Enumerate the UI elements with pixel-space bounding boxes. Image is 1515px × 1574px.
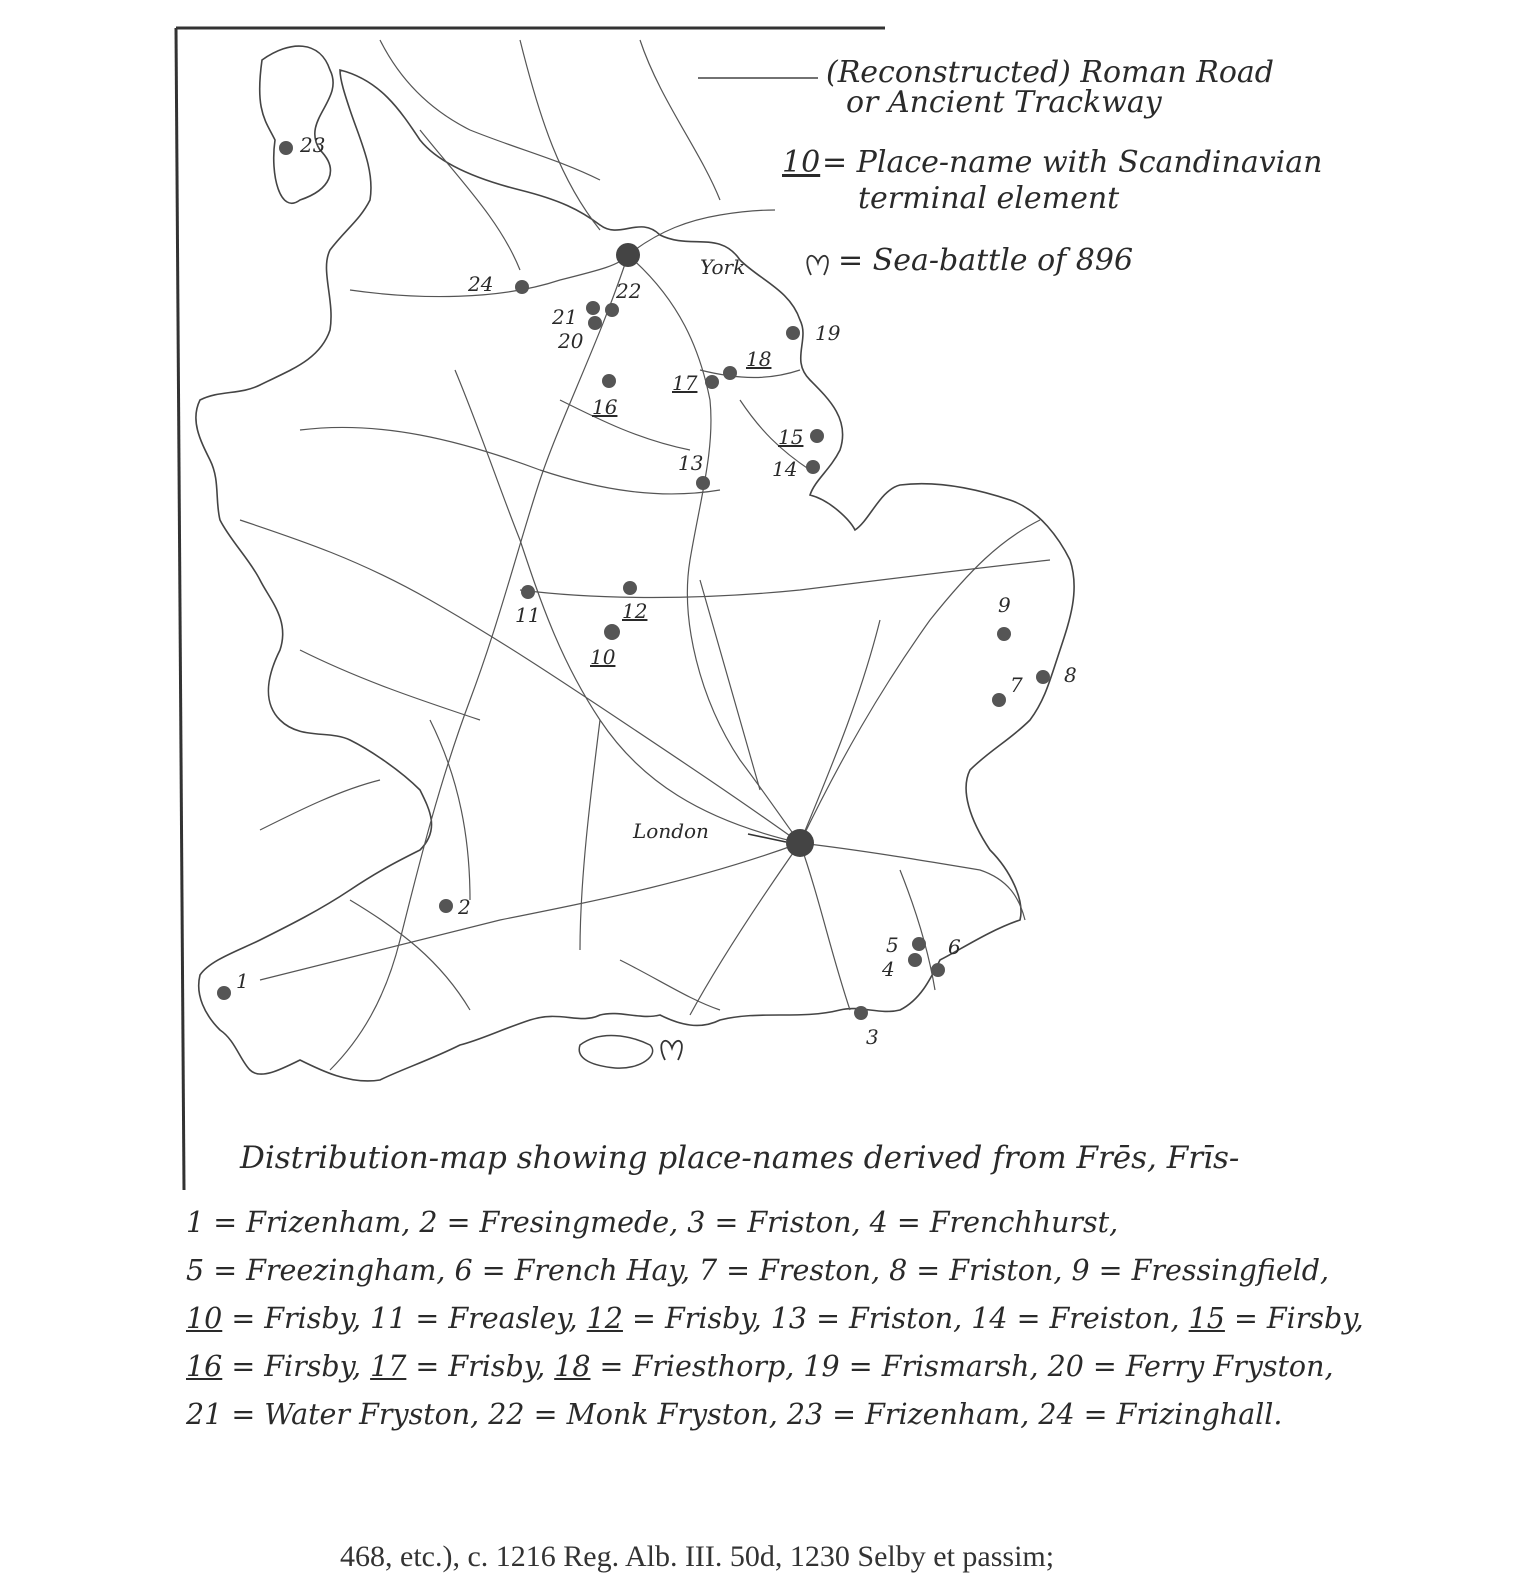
site-label-7: 7 (1010, 673, 1023, 697)
site-label-8: 8 (1064, 663, 1077, 687)
key-place-name: Freston (759, 1254, 871, 1287)
key-place-name: Friston (747, 1206, 852, 1239)
key-separator: , (680, 1254, 699, 1287)
key-place-name: Fresingmede (479, 1206, 670, 1239)
key-number: 23 (786, 1398, 824, 1431)
site-marker-5 (912, 937, 926, 951)
key-number: 12 (586, 1302, 623, 1335)
site-label-24: 24 (468, 272, 494, 296)
key-number: 10 (186, 1302, 223, 1335)
key-place-name: Freezingham (246, 1254, 437, 1287)
key-place-name: Frisby (664, 1302, 753, 1335)
key-line: 10 = Frisby, 11 = Freasley, 12 = Frisby, 13 = Friston, 14 = Freiston, 15 = Firsby, (186, 1302, 1364, 1335)
key-line: 16 = Firsby, 17 = Frisby, 18 = Friesthorp, 19 = Frismarsh, 20 = Ferry Fryston, (186, 1350, 1334, 1383)
key-separator: , (1354, 1302, 1364, 1335)
map-caption-title: Distribution-map showing place-names derived from Frēs, Frīs- (240, 1140, 1240, 1176)
site-label-14: 14 (772, 457, 798, 481)
key-separator: , (752, 1302, 771, 1335)
key-place-name: Fressingfield (1131, 1254, 1321, 1287)
site-marker-11 (521, 585, 535, 599)
site-label-19: 19 (815, 321, 841, 345)
site-label-22: 22 (616, 279, 642, 303)
key-number: 1 (186, 1206, 205, 1239)
legend-scand-number: 10 (782, 145, 821, 180)
key-place-name: Frenchhurst (929, 1206, 1110, 1239)
site-label-15: 15 (778, 425, 804, 449)
site-marker-1 (217, 986, 231, 1000)
key-separator: , (1053, 1254, 1072, 1287)
york-marker (616, 243, 640, 267)
site-marker-14 (806, 460, 820, 474)
key-separator: , (768, 1398, 787, 1431)
key-place-name: Frizenham (246, 1206, 402, 1239)
site-marker-22 (605, 303, 619, 317)
site-marker-6 (931, 963, 945, 977)
key-separator: , (1320, 1254, 1330, 1287)
key-number: 3 (687, 1206, 706, 1239)
site-label-11: 11 (515, 603, 541, 627)
site-label-17: 17 (672, 371, 698, 395)
key-place-name: Frizenham (865, 1398, 1021, 1431)
key-place-name: Ferry Fryston (1125, 1350, 1325, 1383)
site-label-13: 13 (678, 451, 704, 475)
key-number: 4 (869, 1206, 888, 1239)
site-marker-8 (1036, 670, 1050, 684)
legend-road-label-2: or Ancient Trackway (846, 85, 1162, 120)
key-separator: , (1020, 1398, 1039, 1431)
key-separator: , (851, 1206, 870, 1239)
key-separator: , (1324, 1350, 1334, 1383)
site-marker-21 (586, 301, 600, 315)
site-label-10: 10 (590, 645, 616, 669)
key-number: 15 (1188, 1302, 1225, 1335)
key-separator: , (351, 1302, 371, 1335)
key-place-name: Friesthorp (632, 1350, 786, 1383)
site-marker-20 (588, 316, 602, 330)
key-number: 7 (698, 1254, 718, 1287)
site-marker-2 (439, 899, 453, 913)
key-place-name: Monk Fryston (566, 1398, 769, 1431)
key-number: 21 (186, 1398, 223, 1431)
key-place-name: Freiston (1049, 1302, 1171, 1335)
key-separator: , (870, 1254, 890, 1287)
site-label-4: 4 (882, 957, 895, 981)
site-marker-7 (992, 693, 1006, 707)
key-line: 1 = Frizenham, 2 = Fresingmede, 3 = Friston, 4 = Frenchhurst, (186, 1206, 1119, 1239)
key-place-name: Frisby (448, 1350, 537, 1383)
site-marker-24 (515, 280, 529, 294)
site-marker-17 (705, 375, 719, 389)
legend-battle-label: = Sea-battle of 896 (838, 243, 1134, 278)
key-separator: , (351, 1350, 371, 1383)
site-label-20: 20 (558, 329, 584, 353)
site-label-12: 12 (622, 599, 648, 623)
site-marker-12 (623, 581, 637, 595)
site-label-5: 5 (886, 933, 899, 957)
site-label-9: 9 (998, 593, 1011, 617)
body-text-line: 468, etc.), c. 1216 Reg. Alb. III. 50d, 1230 Selby et passim; (340, 1540, 1055, 1573)
key-number: 11 (370, 1302, 407, 1335)
site-label-18: 18 (746, 347, 772, 371)
key-separator: . (1273, 1398, 1283, 1431)
site-marker-3 (854, 1006, 868, 1020)
key-number: 13 (770, 1302, 808, 1335)
key-place-name: Frisby (264, 1302, 352, 1335)
site-marker-9 (997, 627, 1011, 641)
site-marker-23 (279, 141, 293, 155)
london-label: London (633, 819, 709, 843)
key-number: 18 (554, 1350, 591, 1383)
key-place-name: Friston (949, 1254, 1054, 1287)
key-place-name: Freasley (448, 1302, 569, 1335)
key-number: 17 (370, 1350, 407, 1383)
key-place-name: Firsby (264, 1350, 352, 1383)
site-marker-4 (908, 953, 922, 967)
key-separator: , (1109, 1206, 1119, 1239)
key-separator: , (1029, 1350, 1048, 1383)
site-label-16: 16 (592, 395, 618, 419)
york-label: York (700, 255, 746, 279)
key-number: 6 (454, 1254, 473, 1287)
site-marker-10 (604, 624, 620, 640)
legend-scand-label-1: = Place-name with Scandinavian (822, 145, 1323, 180)
key-line: 5 = Freezingham, 6 = French Hay, 7 = Freston, 8 = Friston, 9 = Fressingfield, (186, 1254, 1330, 1287)
key-separator: , (568, 1302, 587, 1335)
site-label-3: 3 (866, 1025, 879, 1049)
key-number: 19 (803, 1350, 840, 1383)
key-number: 9 (1071, 1254, 1090, 1287)
key-place-name: Firsby (1266, 1302, 1355, 1335)
key-separator: , (436, 1254, 455, 1287)
key-separator: , (669, 1206, 688, 1239)
key-place-name: Frismarsh (881, 1350, 1030, 1383)
key-line: 21 = Water Fryston, 22 = Monk Fryston, 23 = Frizenham, 24 = Frizinghall. (186, 1398, 1283, 1431)
site-marker-16 (602, 374, 616, 388)
site-marker-18 (723, 366, 737, 380)
site-label-2: 2 (458, 895, 471, 919)
london-marker (786, 829, 814, 857)
key-separator: , (953, 1302, 972, 1335)
key-separator: , (401, 1206, 420, 1239)
site-label-23: 23 (300, 133, 326, 157)
key-place-name: Water Fryston (264, 1398, 471, 1431)
key-number: 22 (488, 1398, 525, 1431)
key-number: 2 (419, 1206, 438, 1239)
key-separator: , (785, 1350, 804, 1383)
key-number: 20 (1047, 1350, 1084, 1383)
site-label-1: 1 (236, 969, 249, 993)
key-separator: , (470, 1398, 489, 1431)
key-number: 16 (186, 1350, 223, 1383)
key-separator: , (536, 1350, 555, 1383)
site-marker-15 (810, 429, 824, 443)
key-number: 5 (186, 1254, 205, 1287)
key-separator: , (1170, 1302, 1189, 1335)
key-number: 8 (889, 1254, 908, 1287)
legend-road-label-1: (Reconstructed) Roman Road (826, 55, 1274, 90)
key-place-name: French Hay (514, 1254, 681, 1287)
site-label-21: 21 (552, 305, 578, 329)
isle-of-wight (579, 1036, 652, 1069)
site-marker-13 (696, 476, 710, 490)
key-place-name: Friston (849, 1302, 954, 1335)
key-place-name: Frizinghall (1116, 1398, 1274, 1431)
key-number: 14 (971, 1302, 1008, 1335)
key-number: 24 (1038, 1398, 1075, 1431)
legend-scand-label-2: terminal element (858, 181, 1120, 216)
site-label-6: 6 (948, 935, 961, 959)
site-marker-19 (786, 326, 800, 340)
